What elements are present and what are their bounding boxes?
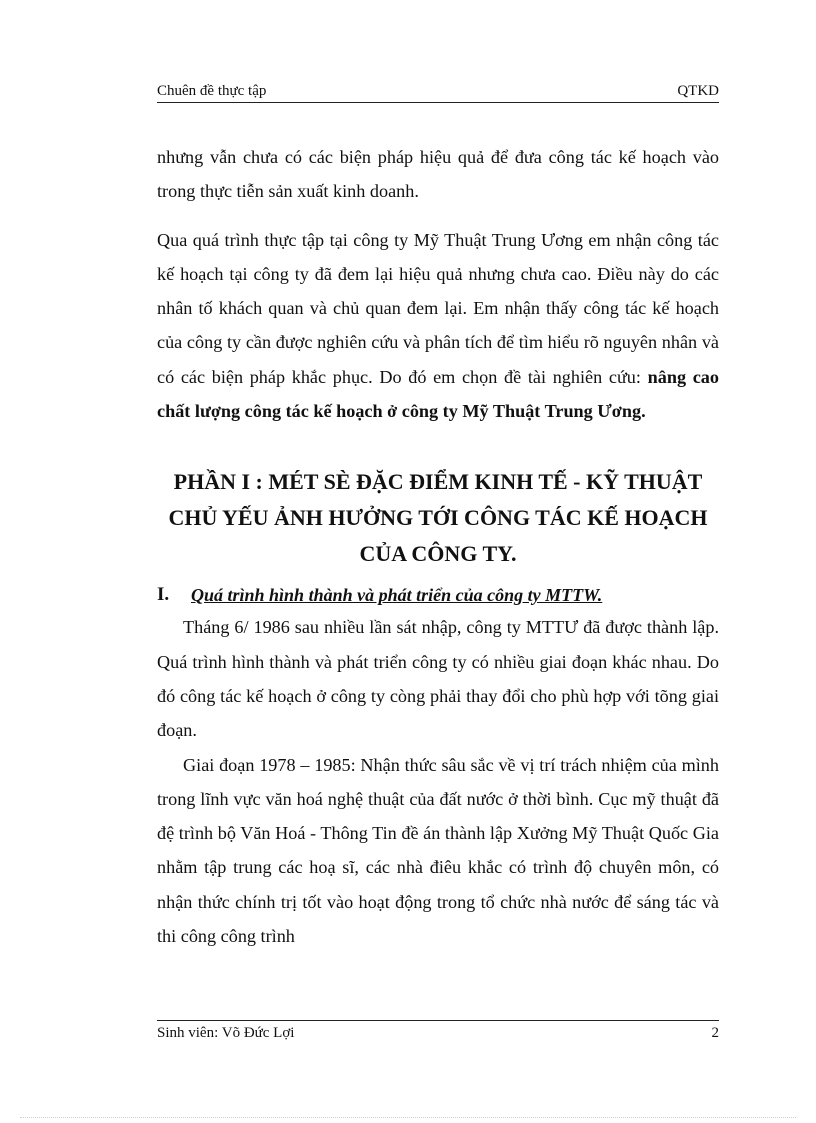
page-content	[157, 140, 719, 953]
header-left: Chuên đề thực tập	[157, 83, 267, 99]
section-heading	[157, 580, 719, 610]
intro-paragraph-2	[157, 223, 719, 429]
body-paragraph-1: Tháng 6/ 1986 sau nhiều lần sát nhập, công ty MTTƯ đã được thành lập. Quá trình hình thành và phát triển công ty có nhiều giai đoạn khác nhau. Do đó công tác kế hoạch ở công ty còng phải thay đổi cho phù hợp với tõng giai đoạn.	[157, 617, 719, 741]
part-title-line-1: : MÉT SÈ ĐẶC ĐIỂM KINH TẾ - KỸ THUẬT	[255, 469, 703, 495]
part-title-line-2: CHỦ YẾU ẢNH HƯỞNG TỚI CÔNG TÁC KẾ HOẠCH	[168, 505, 708, 531]
section-number: I.	[157, 584, 170, 606]
page-header	[157, 80, 719, 103]
part-title-line-3: CỦA CÔNG TY.	[359, 541, 517, 567]
part-label: PHẦN I	[173, 469, 251, 495]
page-footer	[157, 1020, 719, 1042]
intro-paragraph-1: nhưng vẫn chưa có các biện pháp hiệu quả để đưa công tác kế hoạch vào trong thực tiễn sản xuất kinh doanh.	[157, 147, 719, 202]
footer-student: Sinh viên: Võ Đức Lợi	[157, 1025, 295, 1041]
page-number: 2	[711, 1025, 719, 1041]
intro-paragraph-2-text: Qua quá trình thực tập tại công ty Mỹ Thuật Trung Ương em nhận công tác kế hoạch tại công ty đã đem lại hiệu quả nhưng chưa cao. Điều này do các nhân tố khách quan và chủ quan đem lại. Em nhận thấy công tác kế hoạch của công ty cần được nghiên cứu và phân tích để tìm hiểu rõ nguyên nhân và có các biện pháp khắc phục. Do đó em chọn đề tài nghiên cứu:	[157, 229, 719, 387]
section-title: Quá trình hình thành và phát triển của công ty MTTW.	[191, 585, 603, 606]
page-edge-divider	[20, 1117, 796, 1118]
body-paragraph-2: Giai đoạn 1978 – 1985: Nhận thức sâu sắc về vị trí trách nhiệm của mình trong lĩnh vực văn hoá nghệ thuật của đất nước ở thời bình. Cục mỹ thuật đã đệ trình bộ Văn Hoá - Thông Tin đề án thành lập Xưởng Mỹ Thuật Quốc Gia nhằm tập trung các hoạ sĩ, các nhà điêu khắc có trình độ chuyên môn, có nhận thức chính trị tốt vào hoạt động trong tổ chức nhà nước để sáng tác và thi công công trình	[157, 754, 719, 947]
topic-title: nâng cao chất lượng công tác kế hoạch ở công ty Mỹ Thuật Trung Ương.	[157, 366, 719, 422]
part-heading	[157, 464, 719, 572]
header-right: QTKD	[677, 83, 719, 99]
